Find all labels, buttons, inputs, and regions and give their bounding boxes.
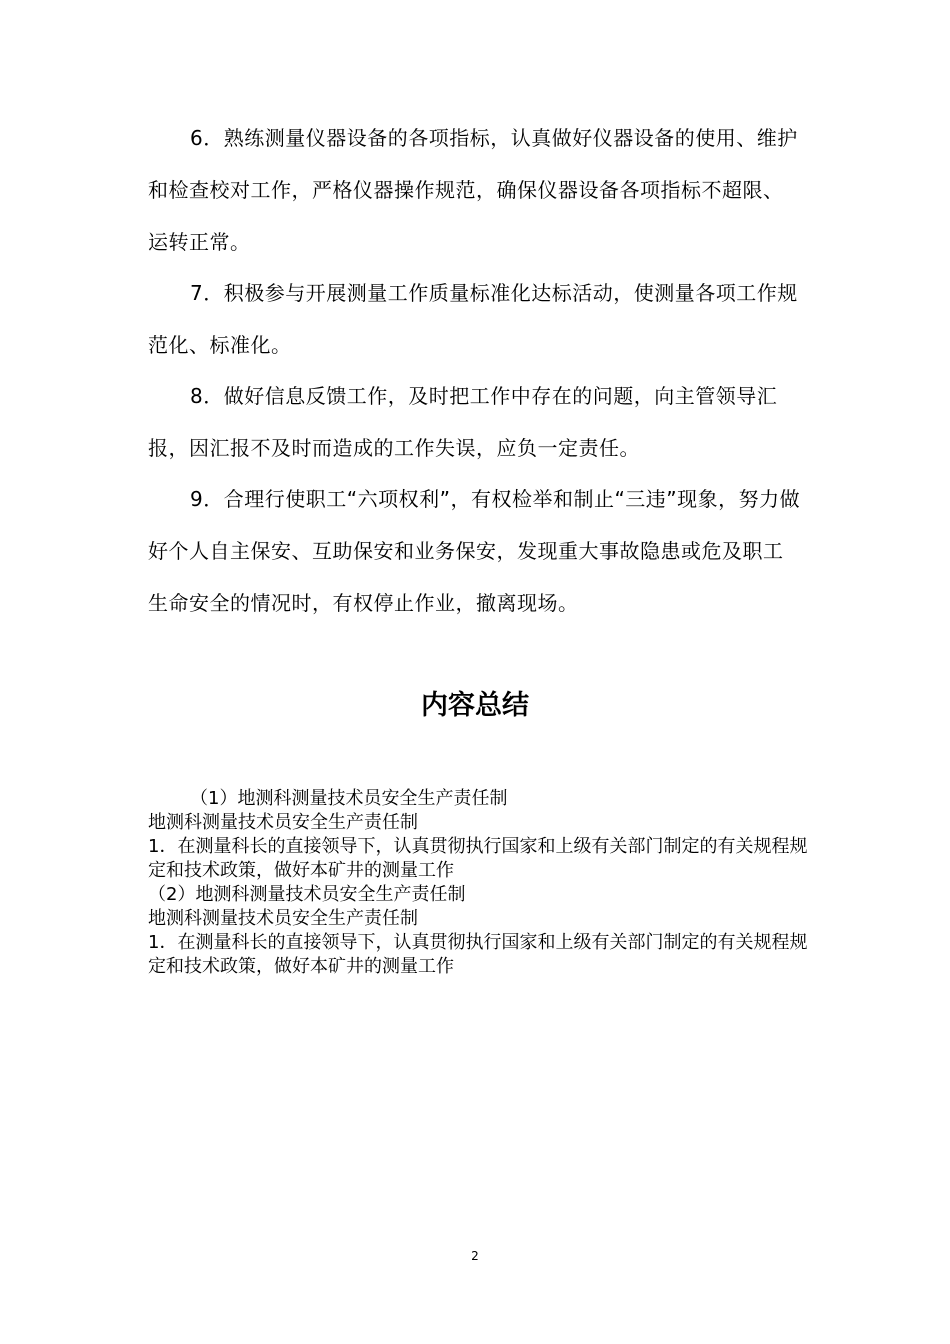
page-number: 2 xyxy=(471,1249,479,1263)
summary-line: （1）地测科测量技术员安全生产责任制 xyxy=(190,788,508,809)
paragraph-item-6: 6．熟练测量仪器设备的各项指标，认真做好仪器设备的使用、维护和检查校对工作，严格仪器操作规范，确保仪器设备各项指标不超限、运转正常。 xyxy=(148,126,798,254)
summary-title: 内容总结 xyxy=(421,690,529,721)
summary-line: （2）地测科测量技术员安全生产责任制 xyxy=(148,884,466,905)
paragraph-item-7: 7．积极参与开展测量工作质量标准化达标活动，使测量各项工作规范化、标准化。 xyxy=(148,281,798,357)
summary-line: 地测科测量技术员安全生产责任制 xyxy=(148,812,418,833)
summary-line: 地测科测量技术员安全生产责任制 xyxy=(148,908,418,929)
paragraph-item-9: 9．合理行使职工“六项权利”，有权检举和制止“三违”现象，努力做好个人自主保安、互助保安和业务保安，发现重大事故隐患或危及职工生命安全的情况时，有权停止作业，撤离现场。 xyxy=(148,487,801,615)
summary-line: 1．在测量科长的直接领导下，认真贯彻执行国家和上级有关部门制定的有关规程规定和技术政策，做好本矿井的测量工作 xyxy=(148,836,808,881)
summary-body xyxy=(148,787,808,979)
paragraph-item-8: 8．做好信息反馈工作，及时把工作中存在的问题，向主管领导汇报，因汇报不及时而造成的工作失误，应负一定责任。 xyxy=(148,384,778,460)
summary-line: 1．在测量科长的直接领导下，认真贯彻执行国家和上级有关部门制定的有关规程规定和技术政策，做好本矿井的测量工作 xyxy=(148,932,808,977)
